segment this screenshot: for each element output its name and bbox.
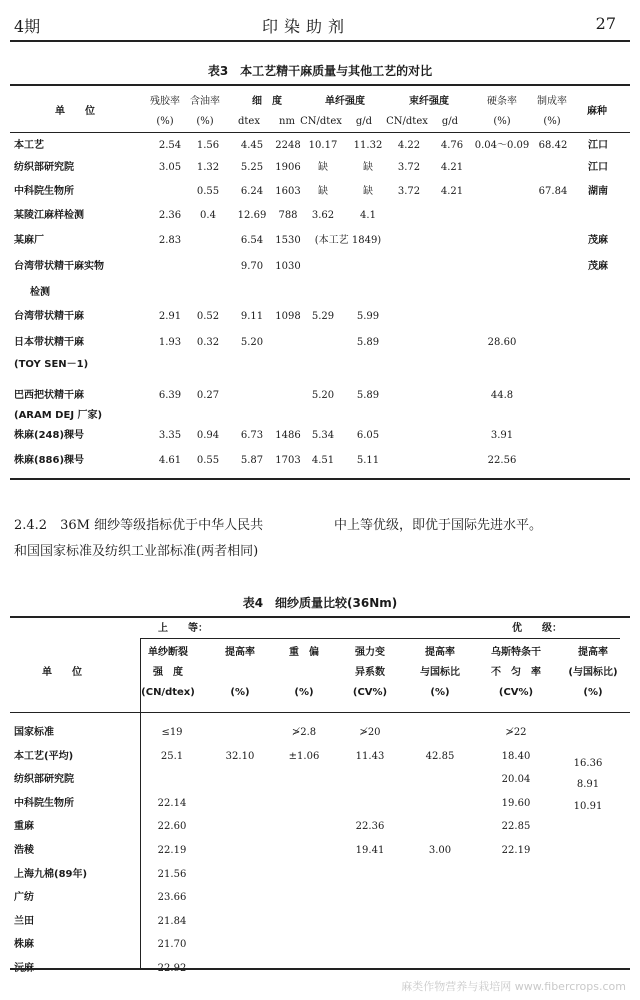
table4-cell: ≤19 bbox=[161, 727, 183, 738]
table3-cell: 6.24 bbox=[240, 186, 264, 197]
table3-header-fineness-nm: nm bbox=[279, 116, 295, 127]
section-text-line1: 2.4.2 36M 细纱等级指标优于中华人民共 bbox=[14, 518, 264, 533]
table3-row-unit-2: (ARAM DEJ 厂家) bbox=[14, 410, 103, 421]
table3-cell: 1.56 bbox=[196, 140, 220, 151]
table3-cell: 江口 bbox=[588, 162, 608, 173]
table3-header-yield: 制成率 bbox=[537, 96, 567, 107]
table4-header-increase3-2: (与国标比) bbox=[568, 667, 618, 678]
table3-cell: 茂麻 bbox=[588, 235, 608, 246]
table3-cell: 5.34 bbox=[311, 430, 335, 441]
table3-cell: 4.1 bbox=[360, 210, 376, 221]
table4-row-unit: 重麻 bbox=[14, 821, 34, 832]
table3-cell: 5.87 bbox=[240, 455, 264, 466]
table3-cell: 0.04～0.09 bbox=[474, 140, 530, 151]
table3-header-yield-unit: (%) bbox=[543, 116, 561, 127]
table4-divider bbox=[140, 638, 141, 968]
table4-cell: ±1.06 bbox=[288, 751, 320, 762]
table4-header-uster-2: 不 匀 率 bbox=[491, 667, 541, 678]
table3-cell: 4.51 bbox=[311, 455, 335, 466]
table3-header-oil-content-unit: (%) bbox=[196, 116, 214, 127]
table3-cell: 44.8 bbox=[490, 390, 514, 401]
table3-cell: 湖南 bbox=[588, 186, 608, 197]
table4-header-uster-unit: (CV%) bbox=[498, 687, 534, 698]
table3-cell: 5.20 bbox=[240, 337, 264, 348]
table4-cell: 21.56 bbox=[157, 869, 187, 880]
table4-header-weight-deviation-unit: (%) bbox=[294, 687, 314, 698]
table3-header-fineness-dtex: dtex bbox=[238, 116, 260, 127]
table3-cell: 12.69 bbox=[237, 210, 267, 221]
table3-cell: 0.94 bbox=[196, 430, 220, 441]
table3-cell: 788 bbox=[278, 210, 298, 221]
table3-header-fineness: 细 度 bbox=[252, 96, 282, 107]
table4-cell: 23.66 bbox=[157, 892, 187, 903]
table4-header-increase3: 提高率 bbox=[578, 647, 608, 658]
table3-row-unit: 纺织部研究院 bbox=[14, 162, 74, 173]
watermark-text: 麻类作物营养与栽培网 www.fibercrops.com bbox=[401, 980, 626, 993]
table3-cell: 3.05 bbox=[158, 162, 182, 173]
table4-cell: 25.1 bbox=[160, 751, 184, 762]
table3-cell: 67.84 bbox=[538, 186, 568, 197]
table4-cell: 22.60 bbox=[157, 821, 187, 832]
table4-cell: 11.43 bbox=[355, 751, 385, 762]
table3-cell: 缺 bbox=[318, 186, 328, 197]
section-text-line2: 和国国家标准及纺织工业部标准(两者相同) bbox=[14, 544, 259, 559]
table4-cell: 22.19 bbox=[501, 845, 531, 856]
table4-header-rule bbox=[10, 712, 630, 713]
journal-title: 印染助剂 bbox=[262, 17, 351, 36]
table4-increase-cell: 16.36 bbox=[573, 758, 603, 769]
table3-caption: 表3 本工艺精干麻质量与其他工艺的对比 bbox=[207, 64, 433, 78]
table3-row-unit: 某麻厂 bbox=[14, 235, 44, 246]
table3-row-unit: 中科院生物所 bbox=[14, 186, 74, 197]
table3-row-unit: 台湾带状精干麻 bbox=[14, 311, 84, 322]
table3-row-unit: 株麻(886)稞号 bbox=[14, 455, 85, 466]
table3-cell: 11.32 bbox=[353, 140, 383, 151]
table4-header-increase1-unit: (%) bbox=[230, 687, 250, 698]
table3-cell: 缺 bbox=[363, 186, 373, 197]
table3-cell: 10.17 bbox=[308, 140, 338, 151]
table4-header-unit: 单 位 bbox=[42, 667, 82, 678]
table4-header-increase2-unit: (%) bbox=[430, 687, 450, 698]
table4-group-excellent: 优 级： bbox=[512, 623, 562, 634]
table4-header-uster: 乌斯特条干 bbox=[491, 647, 541, 658]
table3-bottom-rule bbox=[10, 478, 630, 480]
table4-header-increase1: 提高率 bbox=[225, 647, 255, 658]
table3-row-unit-2: (TOY SEN－1) bbox=[14, 359, 89, 370]
table3-top-rule bbox=[10, 84, 630, 86]
table4-row-unit: 上海九棉(89年) bbox=[14, 869, 88, 880]
table3-cell: 2.36 bbox=[158, 210, 182, 221]
table4-row-unit: 中科院生物所 bbox=[14, 798, 74, 809]
table3-header-variety: 麻种 bbox=[587, 106, 607, 117]
table3-cell: 2248 bbox=[275, 140, 301, 151]
table3-cell: 0.32 bbox=[196, 337, 220, 348]
header-rule bbox=[10, 40, 630, 42]
table3-cell: 4.21 bbox=[440, 162, 464, 173]
table3-cell: 1703 bbox=[275, 455, 301, 466]
table3-header-residual-gum: 残胶率 bbox=[150, 96, 180, 107]
table4-cell: 20.04 bbox=[501, 774, 531, 785]
table3-cell: 68.42 bbox=[538, 140, 568, 151]
table4-row-unit: 本工艺(平均) bbox=[14, 751, 74, 762]
table4-header-strength-cv: 强力变 bbox=[355, 647, 385, 658]
table4-cell: ≯20 bbox=[359, 727, 381, 738]
table3-cell: 4.22 bbox=[397, 140, 421, 151]
table3-header-single-cn: CN/dtex bbox=[300, 116, 342, 127]
table3-cell: 1098 bbox=[275, 311, 301, 322]
table3-cell: 0.4 bbox=[200, 210, 216, 221]
table3-cell: 3.72 bbox=[397, 186, 421, 197]
table3-cell: 5.89 bbox=[356, 390, 380, 401]
table4-header-increase2-2: 与国标比 bbox=[420, 667, 460, 678]
table3-row-unit: 株麻(248)稞号 bbox=[14, 430, 85, 441]
table3-cell: 0.55 bbox=[196, 186, 220, 197]
table3-cell: 2.83 bbox=[158, 235, 182, 246]
table3-cell: 4.45 bbox=[240, 140, 264, 151]
table4-cell: 21.70 bbox=[157, 939, 187, 950]
table3-cell: 1530 bbox=[275, 235, 301, 246]
table3-cell: 0.55 bbox=[196, 455, 220, 466]
table4-cell: 22.85 bbox=[501, 821, 531, 832]
table4-header-yarn-strength-unit: (CN/dtex) bbox=[141, 687, 195, 698]
table3-cell: 6.54 bbox=[240, 235, 264, 246]
table4-cell: 32.10 bbox=[225, 751, 255, 762]
table4-cell: 19.60 bbox=[501, 798, 531, 809]
table4-cell: 22.19 bbox=[157, 845, 187, 856]
table3-cell: 1906 bbox=[275, 162, 301, 173]
table3-header-bundle-gd: g/d bbox=[441, 116, 459, 127]
table3-header-single-strength: 单纤强度 bbox=[325, 96, 365, 107]
table3-cell: 5.29 bbox=[311, 311, 335, 322]
table4-header-strength-cv-2: 异系数 bbox=[355, 667, 385, 678]
table3-cell: 5.99 bbox=[356, 311, 380, 322]
table4-bottom-rule bbox=[10, 968, 630, 970]
table3-header-single-gd: g/d bbox=[355, 116, 373, 127]
table3-cell: 3.91 bbox=[490, 430, 514, 441]
table4-cell: 42.85 bbox=[425, 751, 455, 762]
table4-header-increase2: 提高率 bbox=[425, 647, 455, 658]
table3-cell: 0.27 bbox=[196, 390, 220, 401]
table3-cell: 1.93 bbox=[158, 337, 182, 348]
table4-top-rule bbox=[10, 616, 630, 618]
table4-cell: ≯2.8 bbox=[291, 727, 317, 738]
table3-header-rule bbox=[10, 132, 630, 133]
table4-cell: 18.40 bbox=[501, 751, 531, 762]
table4-header-yarn-strength-2: 强 度 bbox=[153, 667, 183, 678]
table4-row-unit: 国家标准 bbox=[14, 727, 54, 738]
table3-row-unit: 巴西把状精干麻 bbox=[14, 390, 84, 401]
table3-cell: 6.73 bbox=[240, 430, 264, 441]
table4-cell: 3.00 bbox=[428, 845, 452, 856]
table3-cell: 1.32 bbox=[196, 162, 220, 173]
table3-cell: 2.54 bbox=[158, 140, 182, 151]
table4-cell: 21.84 bbox=[157, 916, 187, 927]
table3-cell: 0.52 bbox=[196, 311, 220, 322]
table3-cell: 5.89 bbox=[356, 337, 380, 348]
table3-header-bundle-cn: CN/dtex bbox=[386, 116, 428, 127]
table3-cell: 1486 bbox=[275, 430, 301, 441]
table3-cell: 28.60 bbox=[487, 337, 517, 348]
table3-cell: 江口 bbox=[588, 140, 608, 151]
table4-header-strength-cv-unit: (CV%) bbox=[352, 687, 388, 698]
table3-cell: 4.61 bbox=[158, 455, 182, 466]
table3-cell: 缺 bbox=[318, 162, 328, 173]
table4-group-rule bbox=[140, 638, 620, 639]
table3-cell: 3.62 bbox=[311, 210, 335, 221]
table4-cell: 22.92 bbox=[157, 963, 187, 974]
table4-row-unit: 纺织部研究院 bbox=[14, 774, 74, 785]
table3-cell: 6.39 bbox=[158, 390, 182, 401]
table3-row-unit-2: 检测 bbox=[30, 287, 50, 298]
table3-row-unit: 某陵江麻样检测 bbox=[14, 210, 84, 221]
table3-cell: (本工艺 1849) bbox=[314, 235, 382, 246]
table3-row-unit: 本工艺 bbox=[14, 140, 44, 151]
table3-cell: 9.11 bbox=[240, 311, 264, 322]
table4-increase-cell: 10.91 bbox=[573, 801, 603, 812]
table4-header-increase3-unit: (%) bbox=[583, 687, 603, 698]
table4-cell: ≯22 bbox=[505, 727, 527, 738]
table4-cell: 22.14 bbox=[157, 798, 187, 809]
table3-cell: 22.56 bbox=[487, 455, 517, 466]
table4-row-unit: 兰田 bbox=[14, 916, 34, 927]
table3-header-hard-strip-unit: (%) bbox=[493, 116, 511, 127]
table3-cell: 1030 bbox=[275, 261, 301, 272]
table3-row-unit: 日本带状精干麻 bbox=[14, 337, 84, 348]
table4-row-unit: 广纺 bbox=[14, 892, 34, 903]
table3-cell: 茂麻 bbox=[588, 261, 608, 272]
table3-header-residual-gum-unit: (%) bbox=[156, 116, 174, 127]
table3-cell: 3.35 bbox=[158, 430, 182, 441]
table3-cell: 4.21 bbox=[440, 186, 464, 197]
table3-header-hard-strip: 硬条率 bbox=[487, 96, 517, 107]
table3-cell: 9.70 bbox=[240, 261, 264, 272]
table4-cell: 22.36 bbox=[355, 821, 385, 832]
table4-increase-cell: 8.91 bbox=[576, 779, 600, 790]
page-number: 27 bbox=[595, 14, 616, 33]
table3-cell: 1603 bbox=[275, 186, 301, 197]
table4-header-weight-deviation: 重 偏 bbox=[289, 647, 319, 658]
table3-cell: 5.11 bbox=[356, 455, 380, 466]
table3-cell: 5.20 bbox=[311, 390, 335, 401]
table4-header-yarn-strength: 单纱断裂 bbox=[148, 647, 188, 658]
table3-header-oil-content: 含油率 bbox=[190, 96, 220, 107]
table4-caption: 表4 细纱质量比较(36Nm) bbox=[242, 596, 398, 610]
table3-cell: 2.91 bbox=[158, 311, 182, 322]
table3-cell: 缺 bbox=[363, 162, 373, 173]
table4-row-unit: 沅麻 bbox=[14, 963, 34, 974]
table4-group-standard: 上 等： bbox=[158, 623, 208, 634]
table3-cell: 5.25 bbox=[240, 162, 264, 173]
table3-header-bundle-strength: 束纤强度 bbox=[409, 96, 449, 107]
section-text-line1-right: 中上等优级，即优于国际先进水平。 bbox=[334, 518, 543, 533]
table3-cell: 3.72 bbox=[397, 162, 421, 173]
table3-header-unit: 单 位 bbox=[55, 106, 95, 117]
table4-cell: 19.41 bbox=[355, 845, 385, 856]
table3-row-unit: 台湾带状精干麻实物 bbox=[14, 261, 104, 272]
table4-row-unit: 浩稜 bbox=[14, 845, 34, 856]
issue-number: 4期 bbox=[14, 17, 41, 36]
table4-row-unit: 株麻 bbox=[14, 939, 34, 950]
table3-cell: 6.05 bbox=[356, 430, 380, 441]
table3-cell: 4.76 bbox=[440, 140, 464, 151]
